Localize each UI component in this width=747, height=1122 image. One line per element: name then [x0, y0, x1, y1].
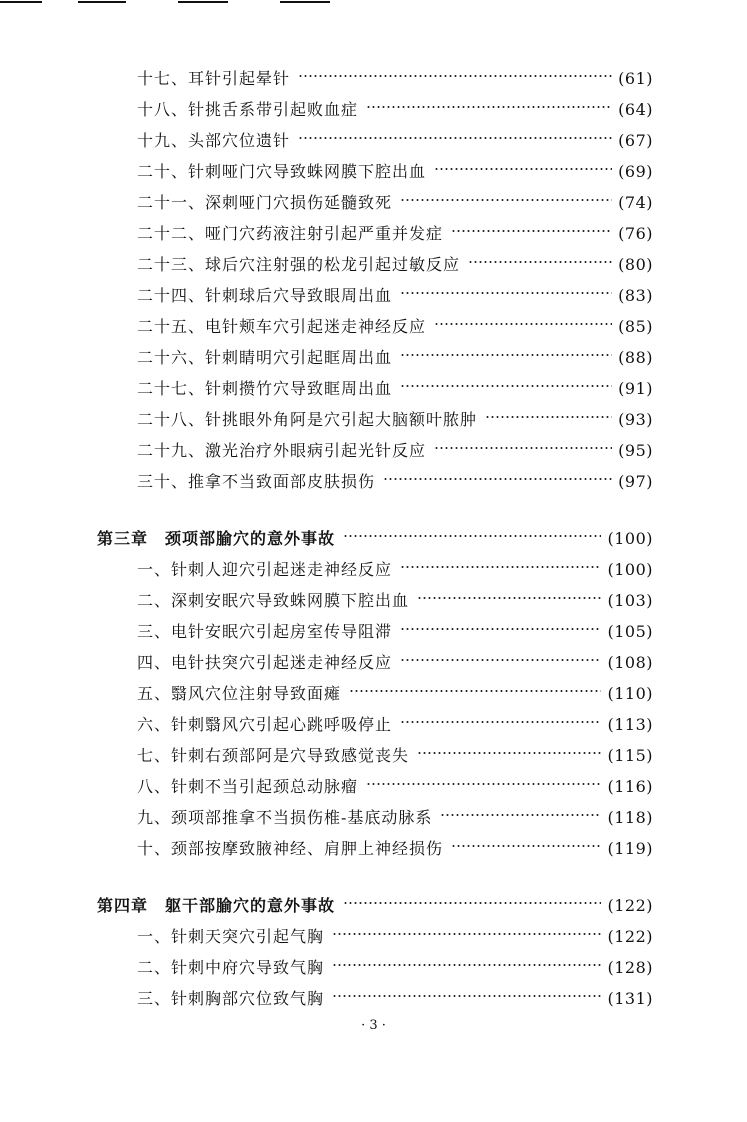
- entry-page-number: (122): [607, 896, 653, 915]
- toc-entry: [0, 743, 747, 769]
- dot-leader: [400, 292, 612, 294]
- entry-page-number: (128): [607, 958, 653, 977]
- entry-page-number: (119): [607, 839, 653, 858]
- entry-page-number: (122): [607, 927, 653, 946]
- dot-leader: [332, 933, 601, 935]
- entry-page-number: (83): [618, 286, 653, 305]
- dot-leader: [451, 230, 612, 232]
- entry-page-number: (88): [618, 348, 653, 367]
- entry-page-number: (64): [618, 100, 653, 119]
- dot-leader: [332, 964, 601, 966]
- dot-leader: [343, 535, 601, 537]
- entry-title: 一、针刺人迎穴引起迷走神经反应: [137, 560, 393, 579]
- dot-leader: [417, 752, 601, 754]
- toc-entry: [0, 190, 747, 216]
- dot-leader: [383, 478, 612, 480]
- dot-leader: [332, 995, 601, 997]
- entry-title: 第三章 颈项部腧穴的意外事故: [97, 529, 336, 548]
- entry-page-number: (116): [607, 777, 653, 796]
- dot-leader: [366, 783, 601, 785]
- entry-page-number: (100): [607, 560, 653, 579]
- toc-entry: [0, 619, 747, 645]
- toc-entry: [0, 66, 747, 92]
- entry-title: 五、翳风穴位注射导致面瘫: [137, 684, 342, 703]
- entry-page-number: (110): [607, 684, 653, 703]
- entry-page-number: (115): [607, 746, 653, 765]
- entry-title: 二十一、深刺哑门穴损伤延髓致死: [137, 193, 393, 212]
- toc-entry: [0, 128, 747, 154]
- entry-title: 二、深刺安眠穴导致蛛网膜下腔出血: [137, 591, 410, 610]
- entry-title: 七、针刺右颈部阿是穴导致感觉丧失: [137, 746, 410, 765]
- dot-leader: [440, 814, 601, 816]
- edge-mark: [78, 1, 126, 3]
- dot-leader: [485, 416, 612, 418]
- entry-page-number: (118): [607, 808, 653, 827]
- entry-page-number: (105): [607, 622, 653, 641]
- entry-title: 六、针刺翳风穴引起心跳呼吸停止: [137, 715, 393, 734]
- entry-page-number: (93): [618, 410, 653, 429]
- toc-entry: [0, 836, 747, 862]
- dot-leader: [400, 659, 601, 661]
- toc-entry: [0, 712, 747, 738]
- entry-title: 四、电针扶突穴引起迷走神经反应: [137, 653, 393, 672]
- toc-entry: [0, 252, 747, 278]
- dot-leader: [400, 385, 612, 387]
- entry-title: 二十八、针挑眼外角阿是穴引起大脑额叶脓肿: [137, 410, 478, 429]
- dot-leader: [298, 137, 612, 139]
- entry-title: 十九、头部穴位遗针: [137, 131, 291, 150]
- dot-leader: [451, 845, 601, 847]
- toc-entry: [0, 986, 747, 1012]
- dot-leader: [400, 354, 612, 356]
- toc-entry: [0, 314, 747, 340]
- entry-title: 三、电针安眠穴引起房室传导阻滞: [137, 622, 393, 641]
- entry-title: 三十、推拿不当致面部皮肤损伤: [137, 472, 376, 491]
- toc-entry: [0, 650, 747, 676]
- toc-entry: [0, 805, 747, 831]
- entry-title: 二十二、哑门穴药液注射引起严重并发症: [137, 224, 444, 243]
- page-number: · 3 ·: [361, 1018, 386, 1033]
- edge-mark: [178, 1, 228, 3]
- entry-page-number: (61): [618, 69, 653, 88]
- edge-mark: [0, 1, 42, 3]
- entry-title: 二十七、针刺攒竹穴导致眶周出血: [137, 379, 393, 398]
- dot-leader: [434, 168, 612, 170]
- dot-leader: [298, 75, 612, 77]
- toc-entry: [0, 681, 747, 707]
- toc-entry: [0, 159, 747, 185]
- entry-title: 十八、针挑舌系带引起败血症: [137, 100, 359, 119]
- entry-title: 二十、针刺哑门穴导致蛛网膜下腔出血: [137, 162, 427, 181]
- entry-page-number: (76): [618, 224, 653, 243]
- entry-page-number: (103): [607, 591, 653, 610]
- entry-title: 二十六、针刺睛明穴引起眶周出血: [137, 348, 393, 367]
- entry-page-number: (69): [618, 162, 653, 181]
- dot-leader: [400, 721, 601, 723]
- chapter-heading: [0, 526, 747, 552]
- entry-page-number: (100): [607, 529, 653, 548]
- dot-leader: [400, 628, 601, 630]
- entry-page-number: (95): [618, 441, 653, 460]
- entry-page-number: (74): [618, 193, 653, 212]
- toc-entry: [0, 283, 747, 309]
- entry-page-number: (91): [618, 379, 653, 398]
- toc-entry: [0, 97, 747, 123]
- dot-leader: [417, 597, 601, 599]
- entry-title: 第四章 躯干部腧穴的意外事故: [97, 896, 336, 915]
- entry-title: 二十三、球后穴注射强的松龙引起过敏反应: [137, 255, 461, 274]
- toc-entry: [0, 774, 747, 800]
- top-edge-marks: [0, 0, 747, 6]
- toc-entry: [0, 438, 747, 464]
- toc-entry: [0, 588, 747, 614]
- entry-title: 十七、耳针引起晕针: [137, 69, 291, 88]
- entry-title: 九、颈项部推拿不当损伤椎-基底动脉系: [137, 808, 433, 827]
- dot-leader: [400, 199, 612, 201]
- toc-entry: [0, 345, 747, 371]
- toc-entry: [0, 924, 747, 950]
- entry-title: 八、针刺不当引起颈总动脉瘤: [137, 777, 359, 796]
- entry-page-number: (80): [618, 255, 653, 274]
- entry-title: 二、针刺中府穴导致气胸: [137, 958, 325, 977]
- toc-entry: [0, 557, 747, 583]
- toc-entry: [0, 469, 747, 495]
- entry-title: 二十四、针刺球后穴导致眼周出血: [137, 286, 393, 305]
- entry-title: 二十九、激光治疗外眼病引起光针反应: [137, 441, 427, 460]
- entry-title: 二十五、电针颊车穴引起迷走神经反应: [137, 317, 427, 336]
- entry-page-number: (131): [607, 989, 653, 1008]
- dot-leader: [434, 323, 612, 325]
- entry-page-number: (85): [618, 317, 653, 336]
- entry-page-number: (67): [618, 131, 653, 150]
- dot-leader: [468, 261, 612, 263]
- dot-leader: [366, 106, 612, 108]
- dot-leader: [400, 566, 601, 568]
- dot-leader: [349, 690, 601, 692]
- toc-entry: [0, 376, 747, 402]
- entry-page-number: (108): [607, 653, 653, 672]
- entry-page-number: (113): [607, 715, 653, 734]
- entry-title: 一、针刺天突穴引起气胸: [137, 927, 325, 946]
- chapter-heading: [0, 893, 747, 919]
- dot-leader: [434, 447, 612, 449]
- entry-title: 三、针刺胸部穴位致气胸: [137, 989, 325, 1008]
- entry-page-number: (97): [618, 472, 653, 491]
- edge-mark: [280, 1, 330, 3]
- entry-title: 十、颈部按摩致腋神经、肩胛上神经损伤: [137, 839, 444, 858]
- toc-entry: [0, 955, 747, 981]
- dot-leader: [343, 902, 601, 904]
- toc-entry: [0, 221, 747, 247]
- toc-entry: [0, 407, 747, 433]
